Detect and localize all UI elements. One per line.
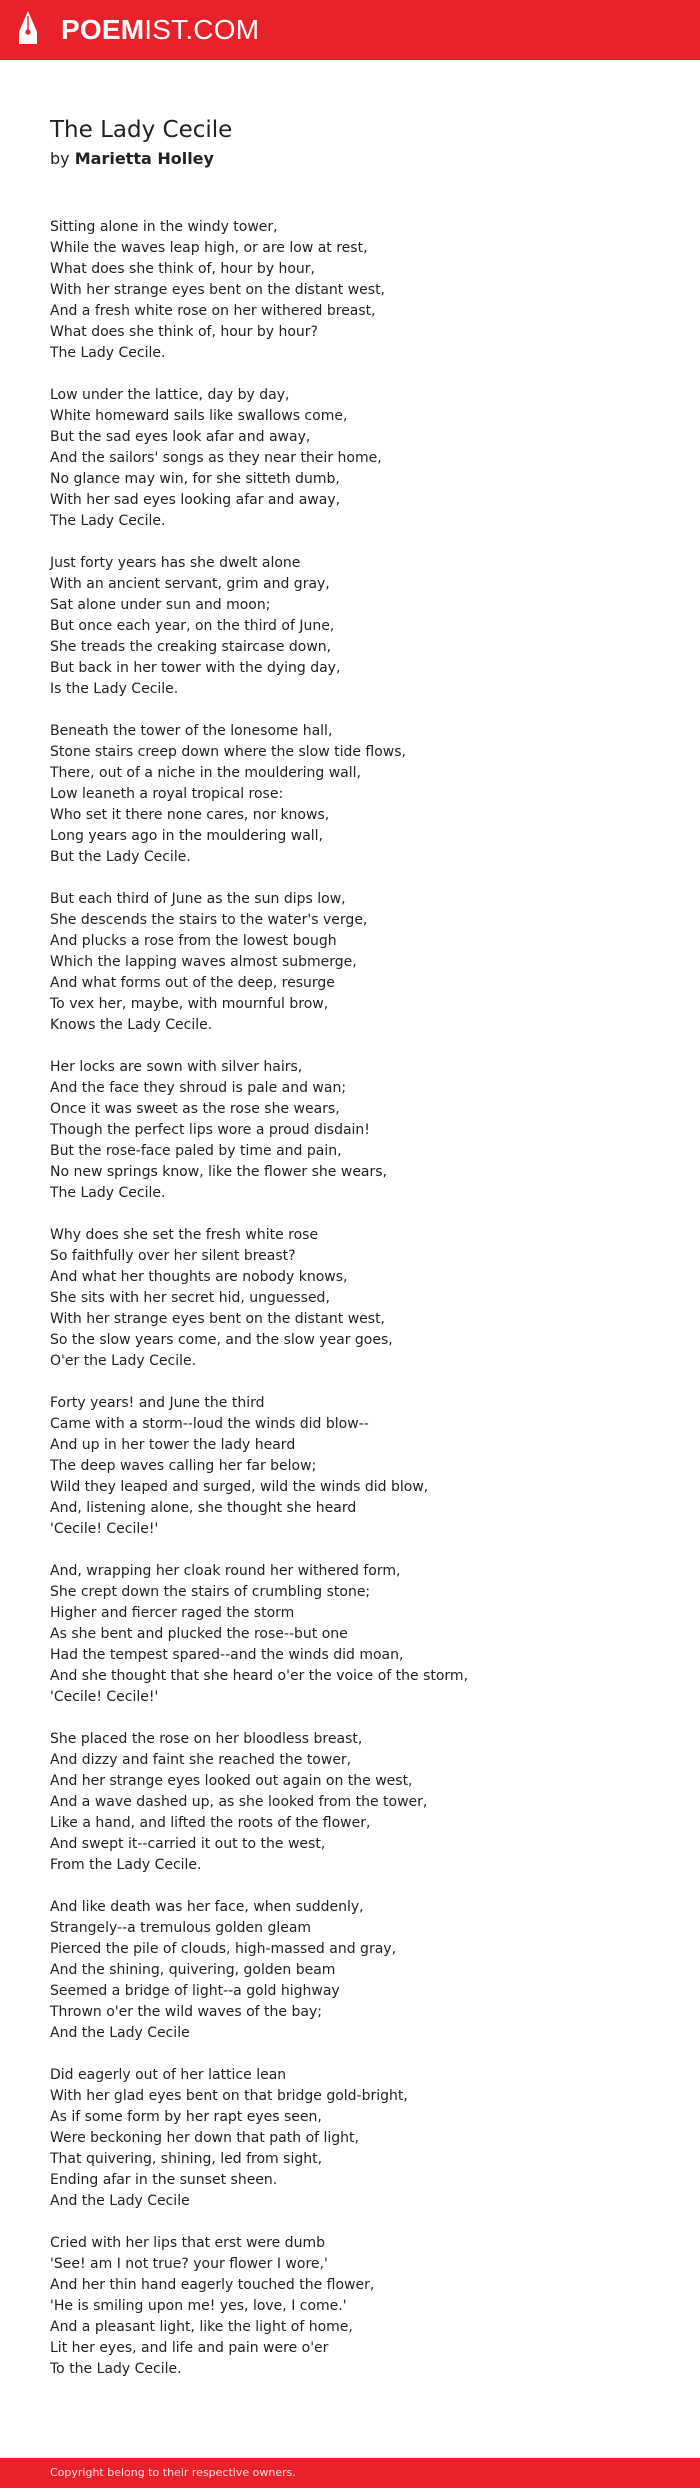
poem-line: She sits with her secret hid, unguessed, [50, 1290, 330, 1306]
site-header [0, 0, 700, 60]
poem-line: Stone stairs creep down where the slow tide flows, [50, 744, 406, 760]
poem-line: Why does she set the fresh white rose [50, 1227, 319, 1243]
stanza [50, 385, 670, 532]
poem-line: And dizzy and faint she reached the tower, [50, 1752, 352, 1768]
poem-line: Low under the lattice, day by day, [50, 387, 290, 403]
poem-line: As if some form by her rapt eyes seen, [50, 2109, 322, 2125]
poem-line: Just forty years has she dwelt alone [50, 555, 301, 571]
poem-line: Forty years! and June the third [50, 1395, 265, 1411]
stanza [50, 1393, 670, 1540]
poem-line: But once each year, on the third of June, [50, 618, 335, 634]
poem-line: Like a hand, and lifted the roots of the flower, [50, 1815, 371, 1831]
poem-line: 'He is smiling upon me! yes, love, I come.' [50, 2298, 347, 2314]
poem-line: Cried with her lips that erst were dumb [50, 2235, 325, 2251]
poem-line: Wild they leaped and surged, wild the winds did blow, [50, 1479, 429, 1495]
poem-line: Thrown o'er the wild waves of the bay; [50, 2004, 322, 2020]
poem-line: To vex her, maybe, with mournful brow, [50, 996, 329, 1012]
byline [50, 148, 214, 170]
poem-line: From the Lady Cecile. [50, 1857, 202, 1873]
poem-line: The Lady Cecile. [50, 345, 166, 361]
poem-line: 'Cecile! Cecile!' [50, 1689, 159, 1705]
poem-line: And swept it--carried it out to the west, [50, 1836, 326, 1852]
poem-line: The Lady Cecile. [50, 513, 166, 529]
logo-strong-text: POEM [61, 14, 145, 45]
poem-line: And like death was her face, when suddenly, [50, 1899, 364, 1915]
poem-line: Came with a storm--loud the winds did blow-- [50, 1416, 369, 1432]
poem-line: As she bent and plucked the rose--but one [50, 1626, 348, 1642]
poem-line: And her thin hand eagerly touched the flower, [50, 2277, 375, 2293]
poem-line: What does she think of, hour by hour, [50, 261, 316, 277]
poem-line: She descends the stairs to the water's verge, [50, 912, 368, 928]
poem-line: White homeward sails like swallows come, [50, 408, 348, 424]
poem-line: And the face they shroud is pale and wan; [50, 1080, 347, 1096]
poem-line: But the sad eyes look afar and away, [50, 429, 311, 445]
poem-line: With her sad eyes looking afar and away, [50, 492, 341, 508]
poem-line: And what forms out of the deep, resurge [50, 975, 335, 991]
poem-line: She treads the creaking staircase down, [50, 639, 332, 655]
poem-line: But back in her tower with the dying day, [50, 660, 341, 676]
poem-line: Which the lapping waves almost submerge, [50, 954, 357, 970]
poem-line: She placed the rose on her bloodless breast, [50, 1731, 363, 1747]
poem-line: Sat alone under sun and moon; [50, 597, 271, 613]
poem-line: To the Lady Cecile. [50, 2361, 182, 2377]
poem-line: So the slow years come, and the slow year goes, [50, 1332, 393, 1348]
poem-line: Did eagerly out of her lattice lean [50, 2067, 287, 2083]
stanza [50, 1057, 670, 1204]
poem-line: Her locks are sown with silver hairs, [50, 1059, 303, 1075]
fountain-pen-nib-icon[interactable] [17, 10, 39, 50]
poem-line: Were beckoning her down that path of light, [50, 2130, 359, 2146]
poem-line: And the Lady Cecile [50, 2025, 190, 2041]
stanza [50, 1729, 670, 1876]
stanza [50, 553, 670, 700]
poem-line: 'See! am I not true? your flower I wore,' [50, 2256, 328, 2272]
stanza [50, 217, 670, 364]
poem-line: And, listening alone, she thought she heard [50, 1500, 357, 1516]
site-logo[interactable] [61, 14, 259, 46]
poem-line: Seemed a bridge of light--a gold highway [50, 1983, 340, 1999]
copyright-text: Copyright belong to their respective owners. [50, 2466, 296, 2479]
poem-line: With her strange eyes bent on the distant west, [50, 1311, 386, 1327]
poem-line: And the sailors' songs as they near their home, [50, 450, 382, 466]
poem-line: And she thought that she heard o'er the voice of the storm, [50, 1668, 469, 1684]
poem-line: So faithfully over her silent breast? [50, 1248, 296, 1264]
poem-line: Long years ago in the mouldering wall, [50, 828, 324, 844]
poem-line: No new springs know, like the flower she wears, [50, 1164, 388, 1180]
poem-line: Had the tempest spared--and the winds did moan, [50, 1647, 404, 1663]
poem-line: But the Lady Cecile. [50, 849, 191, 865]
stanza [50, 1561, 670, 1708]
author-name: Marietta Holley [74, 149, 214, 168]
poem-line: But the rose-face paled by time and pain, [50, 1143, 342, 1159]
poem-line: And the shining, quivering, golden beam [50, 1962, 336, 1978]
poem-line: With her glad eyes bent on that bridge gold-bright, [50, 2088, 408, 2104]
poem-line: Once it was sweet as the rose she wears, [50, 1101, 340, 1117]
poem-body [50, 217, 670, 2401]
poem-line: O'er the Lady Cecile. [50, 1353, 197, 1369]
poem-line: Knows the Lady Cecile. [50, 1017, 213, 1033]
poem-line: Is the Lady Cecile. [50, 681, 179, 697]
poem-line: That quivering, shining, led from sight, [50, 2151, 323, 2167]
poem-line: Beneath the tower of the lonesome hall, [50, 723, 333, 739]
stanza [50, 2233, 670, 2380]
poem-line: She crept down the stairs of crumbling stone; [50, 1584, 371, 1600]
site-footer [0, 2458, 700, 2488]
logo-light-text: IST.COM [144, 14, 260, 45]
poem-line: Strangely--a tremulous golden gleam [50, 1920, 312, 1936]
poem-line: And up in her tower the lady heard [50, 1437, 296, 1453]
poem-line: And a pleasant light, like the light of home, [50, 2319, 353, 2335]
poem-line: What does she think of, hour by hour? [50, 324, 318, 340]
stanza [50, 889, 670, 1036]
poem-line: Pierced the pile of clouds, high-massed and gray, [50, 1941, 397, 1957]
poem-line: Who set it there none cares, nor knows, [50, 807, 330, 823]
poem-line: And her strange eyes looked out again on the west, [50, 1773, 413, 1789]
poem-line: The deep waves calling her far below; [50, 1458, 317, 1474]
poem-line: And, wrapping her cloak round her withered form, [50, 1563, 401, 1579]
stanza [50, 1897, 670, 2044]
poem-line: Though the perfect lips wore a proud disdain! [50, 1122, 370, 1138]
poem-line: And plucks a rose from the lowest bough [50, 933, 337, 949]
poem-line: No glance may win, for she sitteth dumb, [50, 471, 340, 487]
stanza [50, 2065, 670, 2212]
stanza [50, 721, 670, 868]
poem-line: There, out of a niche in the mouldering wall, [50, 765, 361, 781]
poem-line: And what her thoughts are nobody knows, [50, 1269, 348, 1285]
poem-line: And a fresh white rose on her withered breast, [50, 303, 376, 319]
poem-line: Higher and fiercer raged the storm [50, 1605, 295, 1621]
poem-line: Ending afar in the sunset sheen. [50, 2172, 278, 2188]
poem-line: While the waves leap high, or are low at rest, [50, 240, 368, 256]
by-label: by [50, 149, 70, 168]
poem-line: Low leaneth a royal tropical rose: [50, 786, 284, 802]
stanza [50, 1225, 670, 1372]
poem-line: With her strange eyes bent on the distant west, [50, 282, 386, 298]
poem-line: But each third of June as the sun dips low, [50, 891, 346, 907]
poem-line: With an ancient servant, grim and gray, [50, 576, 330, 592]
poem-line: And the Lady Cecile [50, 2193, 190, 2209]
poem-line: Sitting alone in the windy tower, [50, 219, 278, 235]
poem-line: And a wave dashed up, as she looked from the tower, [50, 1794, 428, 1810]
poem-title: The Lady Cecile [50, 117, 233, 143]
poem-line: The Lady Cecile. [50, 1185, 166, 1201]
poem-line: Lit her eyes, and life and pain were o'er [50, 2340, 329, 2356]
poem-line: 'Cecile! Cecile!' [50, 1521, 159, 1537]
